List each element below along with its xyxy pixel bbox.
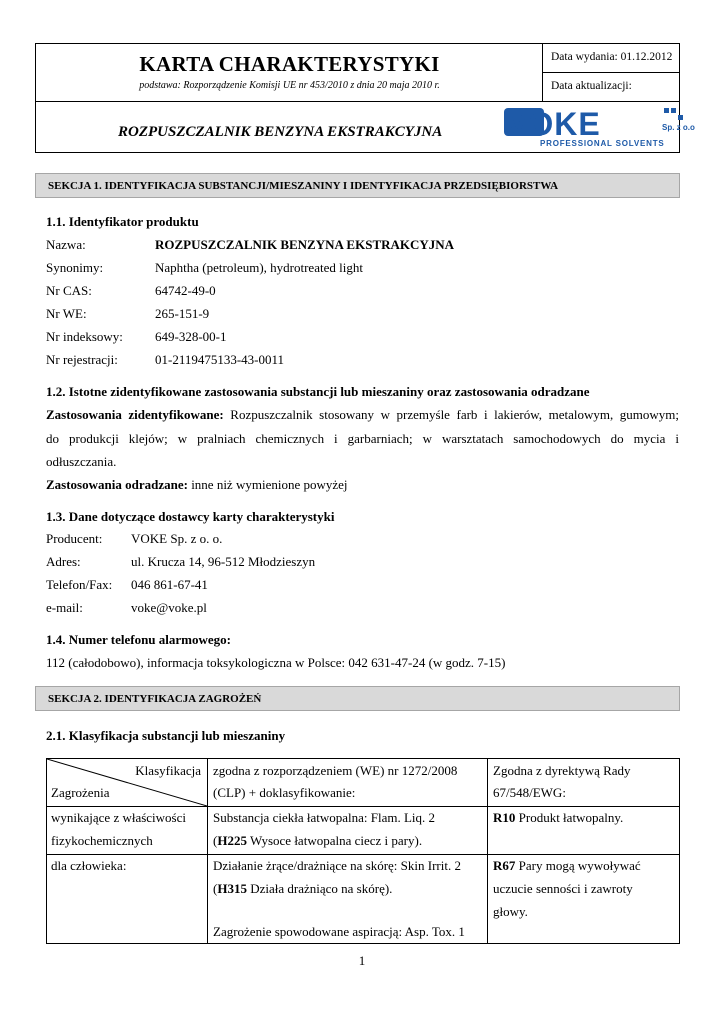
update-date: Data aktualizacji: — [551, 80, 632, 92]
row2-col3-line2: uczucie senności i zawroty — [493, 881, 633, 896]
row2-col3-line1: R67 Pary mogą wywoływać — [493, 858, 641, 873]
col2-header-2: (CLP) + doklasyfikowanie: — [213, 785, 356, 800]
row1-col3: R10 Produkt łatwopalny. — [493, 810, 624, 825]
value-phone: 046 861-67-41 — [131, 577, 208, 592]
issue-date: Data wydania: 01.12.2012 — [551, 51, 673, 63]
heading-1-1: 1.1. Identyfikator produktu — [46, 214, 199, 229]
title-cell — [36, 44, 543, 102]
label-index: Nr indeksowy: — [46, 329, 123, 344]
label-cas: Nr CAS: — [46, 283, 92, 298]
label-phone: Telefon/Fax: — [46, 577, 113, 592]
advised-against-line — [46, 477, 348, 493]
row2-col2-line2: (H315 Działa drażniąco na skórę). — [213, 881, 393, 896]
advised-against-label: Zastosowania odradzane: — [46, 477, 188, 492]
label-producer: Producent: — [46, 531, 103, 546]
logo-wordmark: VOKE — [506, 106, 601, 142]
logo-tagline: PROFESSIONAL SOLVENTS — [540, 139, 665, 148]
label-we: Nr WE: — [46, 306, 87, 321]
row2-col3-line3: głowy. — [493, 904, 528, 919]
issue-date-cell — [543, 44, 679, 73]
identified-uses-text-1: Rozpuszczalnik stosowany w przemyśle farb i lakierów, metalowym, gumowym; — [223, 407, 679, 422]
value-address: ul. Krucza 14, 96-512 Młodzieszyn — [131, 554, 316, 569]
heading-2-1: 2.1. Klasyfikacja substancji lub mieszaniny — [46, 728, 286, 743]
corner-top-label: Klasyfikacja — [135, 763, 201, 778]
document-title: KARTA CHARAKTERYSTYKI — [139, 52, 440, 76]
row1-col1-line2: fizykochemicznych — [51, 833, 153, 848]
label-email: e-mail: — [46, 600, 83, 615]
h315-code: H315 — [217, 881, 247, 896]
document-header — [35, 43, 695, 153]
section-1-title: SEKCJA 1. IDENTYFIKACJA SUBSTANCJI/MIESZANINY I IDENTYFIKACJA PRZEDSIĘBIORSTWA — [48, 180, 559, 192]
voke-logo — [504, 106, 704, 154]
identified-uses-line-1 — [46, 407, 679, 423]
value-we: 265-151-9 — [155, 306, 210, 321]
col3-header-1: Zgodna z dyrektywą Rady — [493, 763, 631, 778]
col2-header-1: zgodna z rozporządzeniem (WE) nr 1272/2008 — [213, 763, 458, 778]
heading-1-4: 1.4. Numer telefonu alarmowego: — [46, 632, 231, 647]
label-synonyms: Synonimy: — [46, 260, 104, 275]
value-producer: VOKE Sp. z o. o. — [131, 531, 223, 546]
value-index: 649-328-00-1 — [155, 329, 227, 344]
row1-col2-line2: (H225 Wysoce łatwopalna ciecz i pary). — [213, 833, 423, 848]
page-number: 1 — [358, 953, 366, 968]
advised-against-text: inne niż wymienione powyżej — [187, 477, 348, 492]
row1-col1-line1: wynikające z właściwości — [51, 810, 187, 825]
emergency-phone-text: 112 (całodobowo), informacja toksykologiczna w Polsce: 042 631-47-24 (w godz. 7-15) — [46, 655, 506, 670]
row1-col2-line1: Substancja ciekła łatwopalna: Flam. Liq. 2 — [213, 810, 436, 825]
heading-1-2: 1.2. Istotne zidentyfikowane zastosowania substancji lub mieszaniny oraz zastosowania odradzane — [46, 384, 590, 399]
section-2-bar — [35, 686, 680, 711]
document-basis: podstawa: Rozporządzenie Komisji UE nr 453/2010 z dnia 20 maja 2010 r. — [139, 80, 440, 91]
value-synonyms: Naphtha (petroleum), hydrotreated light — [155, 260, 363, 275]
section-2-title: SEKCJA 2. IDENTYFIKACJA ZAGROŻEŃ — [48, 693, 262, 705]
heading-1-3: 1.3. Dane dotyczące dostawcy karty charakterystyki — [46, 509, 335, 524]
row2-col2-line1: Działanie żrące/drażniące na skórę: Skin Irrit. 2 — [213, 858, 461, 873]
identified-uses-label: Zastosowania zidentyfikowane: — [46, 407, 224, 422]
row2-col2-line3: Zagrożenie spowodowane aspiracją: Asp. Tox. 1 — [213, 924, 465, 939]
product-title: ROZPUSZCZALNIK BENZYNA EKSTRAKCYJNA — [118, 124, 443, 140]
corner-bottom-label: Zagrożenia — [51, 785, 110, 800]
row2-col1: dla człowieka: — [51, 858, 127, 873]
value-cas: 64742-49-0 — [155, 283, 216, 298]
label-registration: Nr rejestracji: — [46, 352, 118, 367]
section-1-bar — [35, 173, 680, 198]
update-date-cell — [543, 73, 679, 102]
label-address: Adres: — [46, 554, 81, 569]
classification-table — [46, 758, 680, 944]
col3-header-2: 67/548/EWG: — [493, 785, 566, 800]
h225-code: H225 — [217, 833, 247, 848]
r67-code: R67 — [493, 858, 516, 873]
value-registration: 01-2119475133-43-0011 — [155, 352, 285, 367]
value-email: voke@voke.pl — [131, 600, 207, 615]
value-name: ROZPUSZCZALNIK BENZYNA EKSTRAKCYJNA — [155, 237, 455, 252]
label-name: Nazwa: — [46, 237, 86, 252]
r10-code: R10 — [493, 810, 516, 825]
logo-suffix: Sp. z o.o — [662, 123, 695, 132]
identified-uses-line-3: odłuszczania. — [46, 454, 117, 469]
identified-uses-line-2: do produkcji klejów; w pralniach chemicznych i garbarniach; w warsztatach samochodowych do mycia i — [46, 431, 679, 446]
